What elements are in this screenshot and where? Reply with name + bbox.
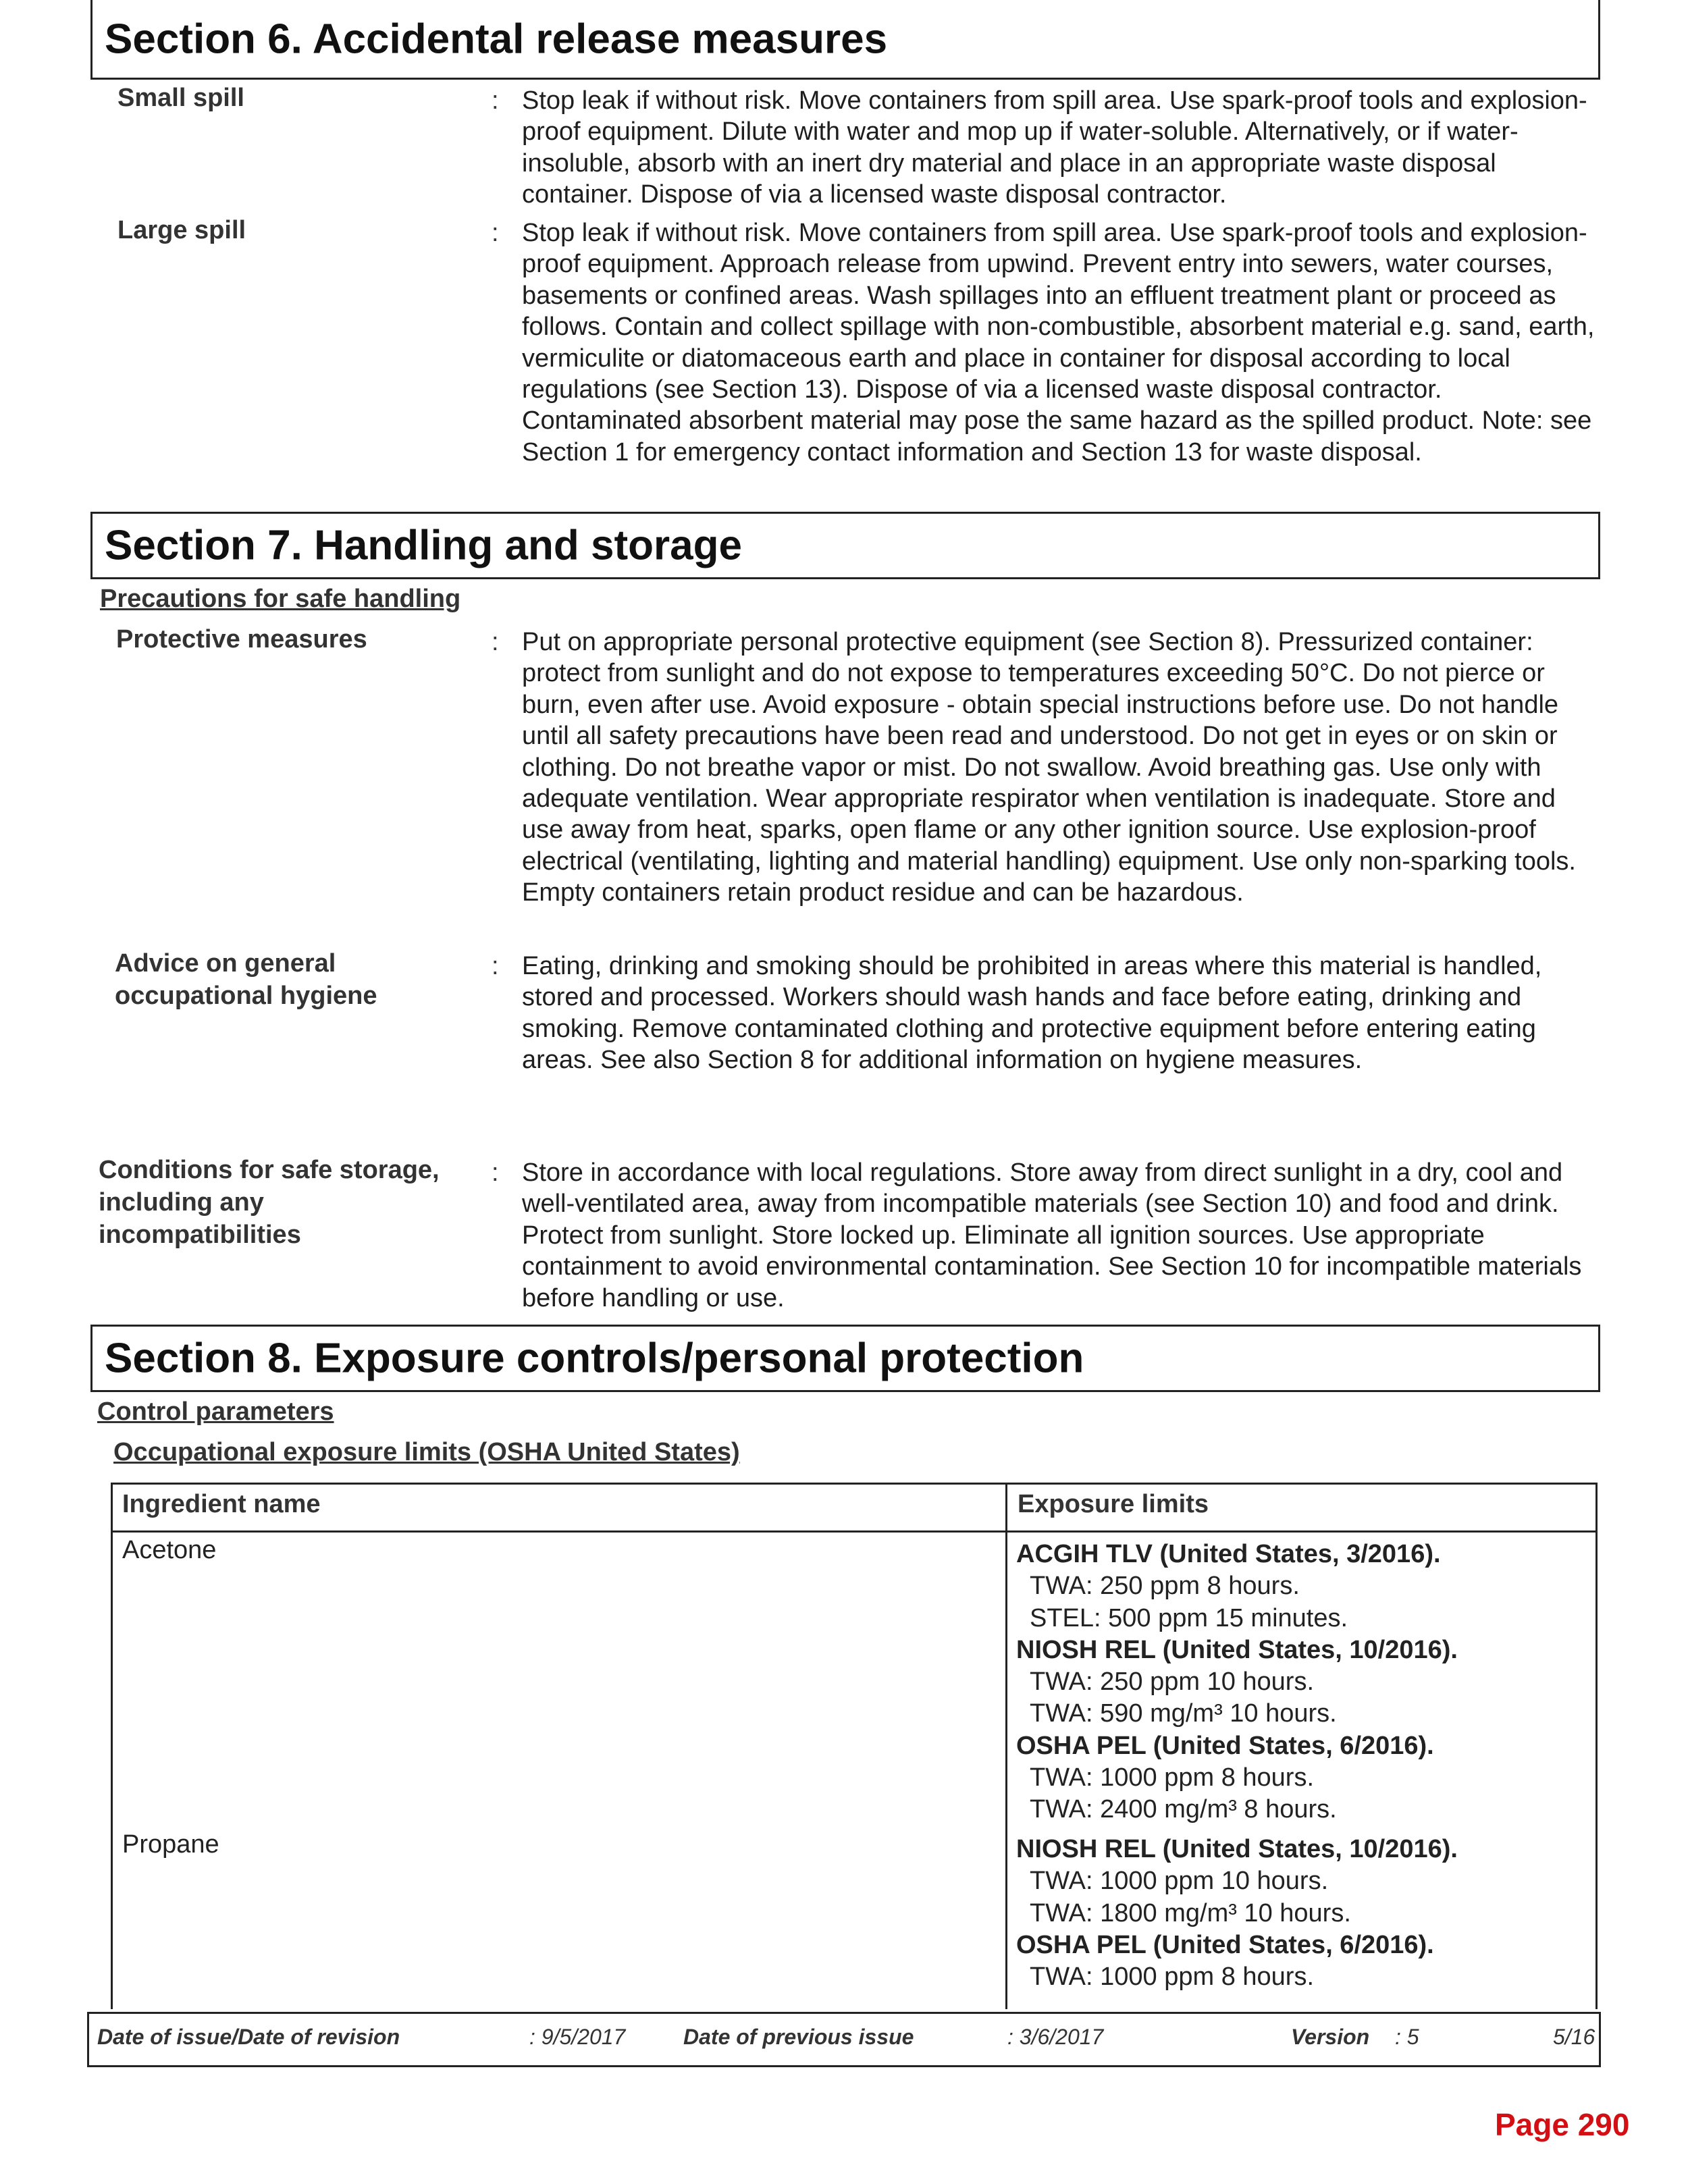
exposure-limit-line: TWA: 1800 mg/m³ 10 hours. (1030, 1898, 1351, 1927)
colon: : (492, 628, 499, 656)
oel-heading: Occupational exposure limits (OSHA United States) (113, 1438, 740, 1466)
storage-label-2: including any (99, 1188, 264, 1217)
exposure-limit-line: TWA: 250 ppm 8 hours. (1030, 1572, 1300, 1601)
exposure-limit-line: TWA: 2400 mg/m³ 8 hours. (1030, 1795, 1337, 1824)
exposure-limit-line: ACGIH TLV (United States, 3/2016). (1016, 1540, 1441, 1568)
section8-header (90, 1325, 1600, 1392)
small-spill-text: Stop leak if without risk. Move containers from spill area. Use spark-proof tools and explosion-proof equipment. Dilute with water and mop up if water-soluble. Alternatively, or if water-insoluble, absorb with an inert dry material and place in an appropriate waste disposal container. Dispose of via a licensed waste disposal contractor. (522, 86, 1587, 209)
section7-title: Section 7. Handling and storage (105, 522, 742, 569)
exposure-limit-line: TWA: 1000 ppm 8 hours. (1030, 1963, 1315, 1992)
precautions-heading: Precautions for safe handling (100, 585, 461, 613)
control-parameters-heading: Control parameters (97, 1397, 334, 1426)
large-spill-text: Stop leak if without risk. Move containers from spill area. Use spark-proof tools and explosion-proof equipment. Approach release from upwind. Prevent entry into sewers, water courses, basements or confined areas. Wash spillages into an effluent treatment plant or proceed as follows. Contain and collect spillage with non-combustible, absorbent material e.g. sand, earth, vermiculite or diatomaceous earth and place in container for disposal according to local regulations (see Section 13). Dispose of via a licensed waste disposal contractor. Contaminated absorbent material may pose the same hazard as the spilled product. Note: see Section 1 for emergency contact information and Section 13 for waste disposal. (522, 219, 1595, 467)
exposure-limit-line: NIOSH REL (United States, 10/2016). (1016, 1835, 1458, 1863)
section6-title: Section 6. Accidental release measures (105, 16, 888, 63)
previous-issue-value: : 3/6/2017 (1007, 2025, 1104, 2049)
ingredient-propane: Propane (122, 1830, 219, 1859)
table-header-divider (113, 1530, 1595, 1533)
colon: : (492, 86, 499, 115)
version-label: Version (1291, 2025, 1370, 2049)
protective-measures-label: Protective measures (116, 625, 367, 654)
propane-limits (1016, 1834, 1590, 1993)
footer (87, 2012, 1601, 2067)
storage-text: Store in accordance with local regulations. Store away from direct sunlight in a dry, cool and well-ventilated area, away from incompatible materials (see Section 10) and food and drink. Protect from sunlight. Store locked up. Eliminate all ignition sources. Use appropriate containment to avoid environmental contamination. See Section 10 for incompatible materials before handling or use. (522, 1158, 1582, 1312)
page-number: 5/16 (1553, 2025, 1595, 2049)
version-value: : 5 (1395, 2025, 1419, 2049)
storage-label-3: incompatibilities (99, 1221, 301, 1249)
storage-label-1: Conditions for safe storage, (99, 1156, 440, 1184)
table-column-divider (1005, 1485, 1007, 2009)
ingredient-acetone: Acetone (122, 1536, 217, 1564)
hygiene-label-2: occupational hygiene (115, 982, 377, 1010)
exposure-limits-table (111, 1483, 1598, 2009)
large-spill-label: Large spill (117, 216, 246, 244)
hygiene-label-1: Advice on general (115, 949, 336, 978)
exposure-limit-line: OSHA PEL (United States, 6/2016). (1016, 1731, 1434, 1760)
colon: : (492, 952, 499, 980)
colon: : (492, 1158, 499, 1187)
exposure-limit-line: TWA: 590 mg/m³ 10 hours. (1030, 1699, 1337, 1728)
exposure-limit-line: TWA: 250 ppm 10 hours. (1030, 1668, 1315, 1697)
section8-title: Section 8. Exposure controls/personal protection (105, 1335, 1084, 1382)
protective-measures-text: Put on appropriate personal protective equipment (see Section 8). Pressurized container: protect from sunlight and do not expose to temperatures exceeding 50°C. Do not pierce or burn, even after use. Avoid exposure - obtain special instructions before use. Do not handle until all safety precautions have been read and understood. Do not get in eyes or on skin or clothing. Do not breathe vapor or mist. Do not swallow. Avoid breathing gas. Use only with adequate ventilation. Wear appropriate respirator when ventilation is inadequate. Store and use away from heat, sparks, open flame or any other ignition source. Use explosion-proof electrical (ventilating, lighting and material handling) equipment. Use only non-sparking tools. Empty containers retain product residue and can be hazardous. (522, 628, 1576, 907)
issue-date-value: : 9/5/2017 (529, 2025, 626, 2049)
issue-date-label: Date of issue/Date of revision (97, 2025, 400, 2049)
exposure-limits-header: Exposure limits (1018, 1490, 1209, 1518)
page-stamp: Page 290 (1495, 2107, 1630, 2142)
exposure-limit-line: TWA: 1000 ppm 10 hours. (1030, 1867, 1329, 1896)
section6-header (90, 0, 1600, 80)
section7-header (90, 512, 1600, 579)
exposure-limit-line: STEL: 500 ppm 15 minutes. (1030, 1603, 1348, 1632)
acetone-limits (1016, 1539, 1590, 1826)
hygiene-text: Eating, drinking and smoking should be prohibited in areas where this material is handled, stored and processed. Workers should wash hands and face before eating, drinking and smoking. Remove contaminated clothing and protective equipment before entering eating areas. See also Section 8 for additional information on hygiene measures. (522, 952, 1542, 1075)
colon: : (492, 219, 499, 247)
exposure-limit-line: TWA: 1000 ppm 8 hours. (1030, 1763, 1315, 1792)
ingredient-name-header: Ingredient name (122, 1490, 321, 1518)
small-spill-label: Small spill (117, 84, 244, 112)
previous-issue-label: Date of previous issue (683, 2025, 914, 2049)
exposure-limit-line: OSHA PEL (United States, 6/2016). (1016, 1930, 1434, 1959)
exposure-limit-line: NIOSH REL (United States, 10/2016). (1016, 1635, 1458, 1664)
